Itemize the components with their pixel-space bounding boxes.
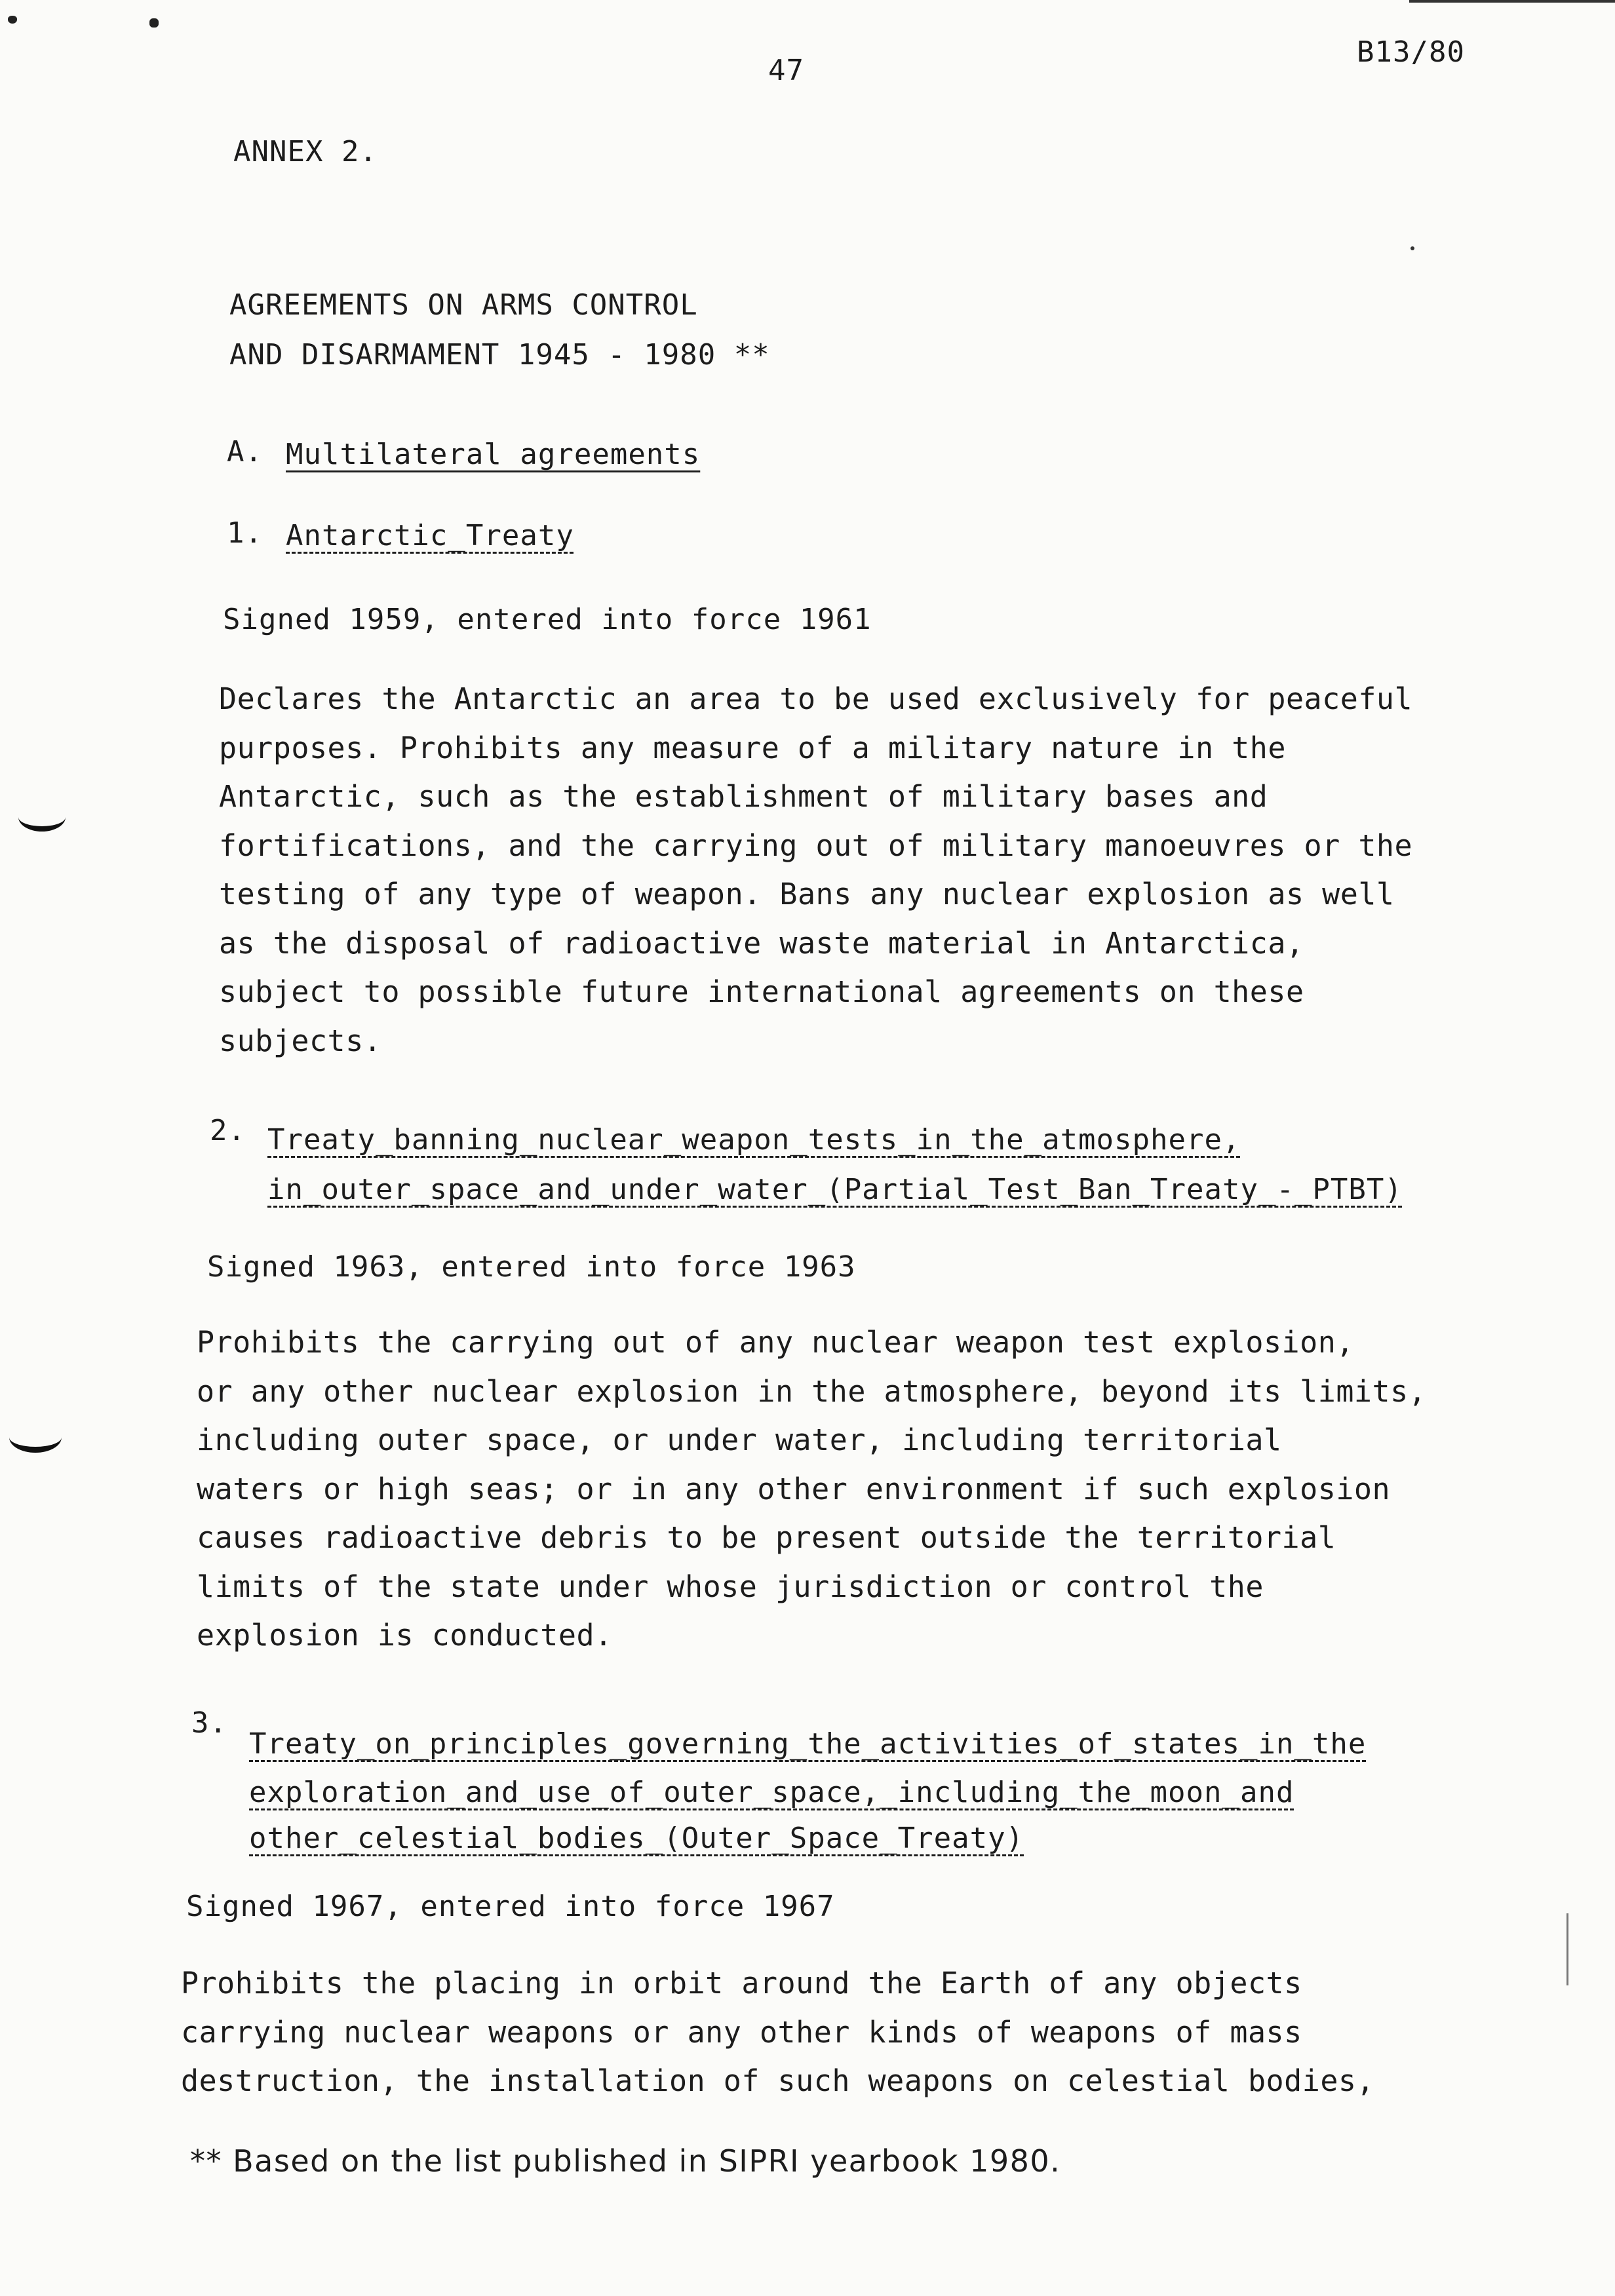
text-line: or any other nuclear explosion in the atmosphere, beyond its limits, bbox=[197, 1373, 1427, 1409]
text-line: destruction, the installation of such weapons on celestial bodies, bbox=[181, 2063, 1375, 2098]
top-edge-line bbox=[1409, 0, 1615, 3]
item-3-title-line-3: other_celestial_bodies_(Outer_Space_Treaty) bbox=[249, 1822, 1024, 1855]
item-2-title-line-2: in_outer_space_and_under_water_(Partial_Test_Ban_Treaty_-_PTBT) bbox=[267, 1173, 1403, 1206]
text-line: purposes. Prohibits any measure of a military nature in the bbox=[219, 730, 1286, 765]
text-line: Prohibits the carrying out of any nuclear weapon test explosion, bbox=[197, 1325, 1354, 1360]
document-reference: B13/80 bbox=[1357, 35, 1465, 69]
text-line: fortifications, and the carrying out of military manoeuvres or the bbox=[219, 828, 1413, 863]
text-line: Declares the Antarctic an area to be used exclusively for peaceful bbox=[219, 681, 1413, 716]
footnote: ** Based on the list published in SIPRI yearbook 1980. bbox=[190, 2143, 1061, 2179]
text-line: as the disposal of radioactive waste material in Antarctica, bbox=[219, 925, 1304, 961]
text-line: waters or high seas; or in any other environment if such explosion bbox=[197, 1471, 1391, 1506]
text-line: carrying nuclear weapons or any other kinds of weapons of mass bbox=[181, 2014, 1302, 2050]
document-title-line-1: AGREEMENTS ON ARMS CONTROL bbox=[229, 288, 698, 322]
item-3-description bbox=[181, 1959, 1374, 2106]
item-1-description bbox=[219, 675, 1412, 1065]
page-number: 47 bbox=[768, 54, 804, 87]
item-2-signed: Signed 1963, entered into force 1963 bbox=[207, 1250, 856, 1284]
text-line: Prohibits the placing in orbit around the Earth of any objects bbox=[181, 1966, 1302, 2000]
item-2-number: 2. bbox=[210, 1114, 246, 1147]
text-line: Antarctic, such as the establishment of military bases and bbox=[219, 779, 1268, 814]
item-1-number: 1. bbox=[227, 516, 263, 550]
corner-mark-left bbox=[8, 16, 17, 24]
text-line: including outer space, or under water, including territorial bbox=[197, 1423, 1282, 1457]
text-line: subject to possible future international agreements on these bbox=[219, 974, 1304, 1009]
punch-hole-mark-2 bbox=[9, 1422, 62, 1453]
item-1-title: Antarctic_Treaty bbox=[286, 519, 574, 552]
corner-mark-right bbox=[149, 18, 159, 28]
item-3-title-line-2: exploration_and_use_of_outer_space,_including_the_moon_and bbox=[249, 1776, 1294, 1809]
speck bbox=[1411, 246, 1414, 250]
text-line: explosion is conducted. bbox=[197, 1618, 613, 1653]
text-line: causes radioactive debris to be present outside the territorial bbox=[197, 1520, 1336, 1555]
text-line: subjects. bbox=[219, 1023, 382, 1058]
text-line: testing of any type of weapon. Bans any nuclear explosion as well bbox=[219, 877, 1395, 911]
item-1-signed: Signed 1959, entered into force 1961 bbox=[223, 603, 872, 636]
annex-label: ANNEX 2. bbox=[233, 135, 378, 168]
item-3-signed: Signed 1967, entered into force 1967 bbox=[186, 1890, 835, 1923]
item-2-title-line-1: Treaty_banning_nuclear_weapon_tests_in_the_atmosphere, bbox=[267, 1123, 1241, 1157]
punch-hole-mark-1 bbox=[18, 803, 66, 832]
margin-tick bbox=[1566, 1913, 1568, 1985]
item-3-title-line-1: Treaty_on_principles_governing_the_activities_of_states_in_the bbox=[249, 1727, 1367, 1761]
item-2-description bbox=[197, 1318, 1426, 1660]
text-line: limits of the state under whose jurisdiction or control the bbox=[197, 1569, 1264, 1604]
section-heading: Multilateral agreements bbox=[286, 438, 701, 471]
document-title-line-2: AND DISARMAMENT 1945 - 1980 ** bbox=[229, 338, 770, 372]
section-letter: A. bbox=[227, 435, 263, 469]
item-3-number: 3. bbox=[191, 1706, 227, 1740]
